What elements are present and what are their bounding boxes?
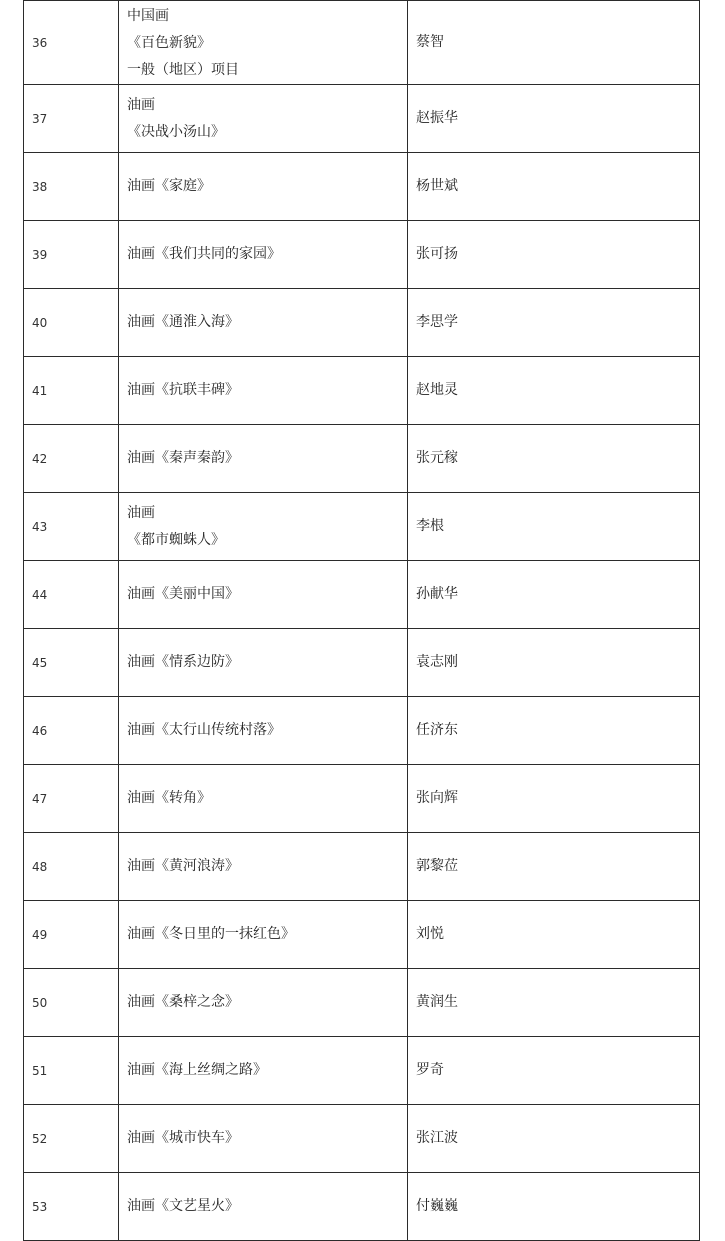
work-title-cell — [119, 1, 408, 85]
row-number-cell: 44 — [24, 561, 119, 629]
work-title-line: 油画《转角》 — [127, 790, 211, 806]
work-title-line: 油画《抗联丰碑》 — [127, 382, 239, 398]
work-title-line: 油画《海上丝绸之路》 — [127, 1062, 267, 1078]
artist-name-cell: 李根 — [408, 493, 700, 561]
table-row — [24, 289, 700, 357]
project-list — [23, 0, 699, 1241]
work-title-line: 油画《家庭》 — [127, 178, 211, 194]
table-row — [24, 765, 700, 833]
table-row — [24, 85, 700, 153]
artist-name-cell: 郭黎莅 — [408, 833, 700, 901]
row-number-cell: 49 — [24, 901, 119, 969]
row-number-cell: 45 — [24, 629, 119, 697]
work-title-line: 油画《美丽中国》 — [127, 586, 239, 602]
artist-name-cell: 赵振华 — [408, 85, 700, 153]
work-title-cell — [119, 289, 408, 357]
row-number-cell: 36 — [24, 1, 119, 85]
work-title-cell — [119, 561, 408, 629]
work-title-line: 《都市蜘蛛人》 — [127, 531, 225, 548]
table-row — [24, 493, 700, 561]
table-row — [24, 425, 700, 493]
row-number-cell: 39 — [24, 221, 119, 289]
artist-name-cell: 李思学 — [408, 289, 700, 357]
work-title-cell — [119, 697, 408, 765]
row-number-cell: 53 — [24, 1173, 119, 1241]
row-number-cell: 51 — [24, 1037, 119, 1105]
table-row — [24, 221, 700, 289]
artist-name-cell: 张可扬 — [408, 221, 700, 289]
work-title-cell — [119, 85, 408, 153]
work-title-cell — [119, 765, 408, 833]
work-title-line: 油画《冬日里的一抹红色》 — [127, 926, 295, 942]
work-title-cell — [119, 901, 408, 969]
table-row — [24, 1105, 700, 1173]
artist-name-cell: 张向辉 — [408, 765, 700, 833]
work-title-line: 油画《情系边防》 — [127, 654, 239, 670]
artist-name-cell: 孙献华 — [408, 561, 700, 629]
table-row — [24, 833, 700, 901]
table-row — [24, 1, 700, 85]
row-number-cell: 40 — [24, 289, 119, 357]
artist-name-cell: 袁志刚 — [408, 629, 700, 697]
table-row — [24, 153, 700, 221]
artist-name-cell: 罗奇 — [408, 1037, 700, 1105]
row-number-cell: 47 — [24, 765, 119, 833]
table-row — [24, 969, 700, 1037]
work-title-cell — [119, 493, 408, 561]
work-title-line: 油画《通淮入海》 — [127, 314, 239, 330]
work-title-cell — [119, 357, 408, 425]
work-title-line: 油画《文艺星火》 — [127, 1198, 239, 1214]
work-title-cell — [119, 425, 408, 493]
artist-name-cell: 蔡智 — [408, 1, 700, 85]
work-title-cell — [119, 1037, 408, 1105]
row-number-cell: 41 — [24, 357, 119, 425]
artist-name-cell: 刘悦 — [408, 901, 700, 969]
work-title-cell — [119, 153, 408, 221]
work-title-cell — [119, 969, 408, 1037]
table-row — [24, 629, 700, 697]
work-title-line: 《决战小汤山》 — [127, 123, 225, 140]
table-row — [24, 697, 700, 765]
work-title-line: 中国画 — [127, 8, 169, 24]
table-row — [24, 901, 700, 969]
artist-name-cell: 任济东 — [408, 697, 700, 765]
row-number-cell: 42 — [24, 425, 119, 493]
artist-name-cell: 赵地灵 — [408, 357, 700, 425]
row-number-cell: 50 — [24, 969, 119, 1037]
project-table — [23, 0, 700, 1241]
work-title-line: 油画《太行山传统村落》 — [127, 722, 281, 738]
row-number-cell: 48 — [24, 833, 119, 901]
table-row — [24, 1037, 700, 1105]
table-body — [24, 1, 700, 1241]
work-title-line: 一般（地区）项目 — [127, 62, 239, 78]
row-number-cell: 52 — [24, 1105, 119, 1173]
work-title-cell — [119, 833, 408, 901]
work-title-cell — [119, 1105, 408, 1173]
work-title-cell — [119, 1173, 408, 1241]
work-title-cell — [119, 629, 408, 697]
work-title-cell — [119, 221, 408, 289]
row-number-cell: 46 — [24, 697, 119, 765]
artist-name-cell: 黄润生 — [408, 969, 700, 1037]
work-title-line: 油画《我们共同的家园》 — [127, 246, 281, 262]
row-number-cell: 37 — [24, 85, 119, 153]
row-number-cell: 43 — [24, 493, 119, 561]
work-title-line: 《百色新貌》 — [127, 35, 211, 51]
work-title-line: 油画《黄河浪涛》 — [127, 858, 239, 874]
work-title-line: 油画 — [127, 504, 155, 521]
work-title-line: 油画《城市快车》 — [127, 1130, 239, 1146]
artist-name-cell: 张元稼 — [408, 425, 700, 493]
artist-name-cell: 付巍巍 — [408, 1173, 700, 1241]
work-title-line: 油画《秦声秦韵》 — [127, 450, 239, 466]
artist-name-cell: 杨世斌 — [408, 153, 700, 221]
row-number-cell: 38 — [24, 153, 119, 221]
work-title-line: 油画 — [127, 96, 155, 113]
table-row — [24, 1173, 700, 1241]
work-title-line: 油画《桑梓之念》 — [127, 994, 239, 1010]
artist-name-cell: 张江波 — [408, 1105, 700, 1173]
table-row — [24, 357, 700, 425]
table-row — [24, 561, 700, 629]
